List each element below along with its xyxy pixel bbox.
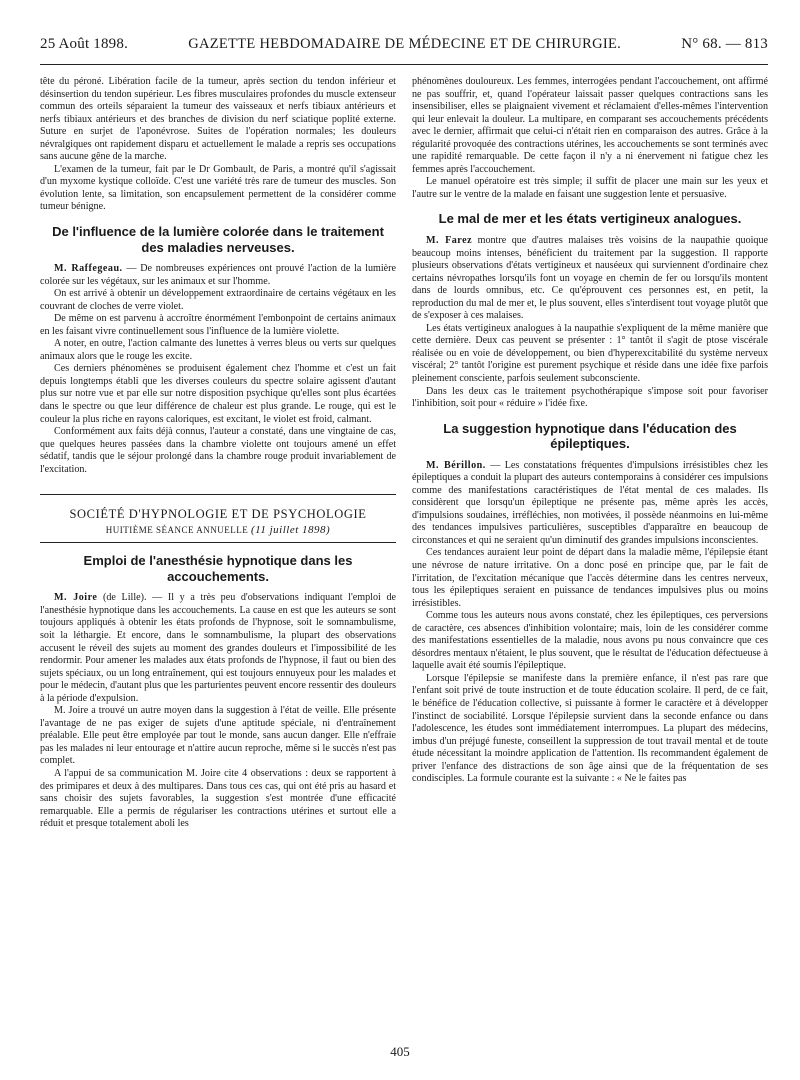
section-heading-suggestion: La suggestion hypnotique dans l'éducation des épileptiques.	[443, 420, 737, 452]
paragraph: Lorsque l'épilepsie se manifeste dans la première enfance, il n'est pas rare que l'enfant soit privé de toute instruction et de toute éducation scolaire. Il perd, de ce fait, le bénéfice de l'éducation collective, si puissante à former le caractère et à développer l'instinct de sociabilité. Lorsque l'épilepsie survient dans la seconde enfance ou dans l'adolescence, les études sont immédiatement interrompues. La plupart des médecins, imbus d'un préjugé funeste, conseillent la suppression de tout travail mental et de toute étude nécessitant la moindre application de l'attention. Ils recommandent également de priver l'enfance des distractions de son âge ainsi que de la fréquentation de ses condisciples. La formule courante est la suivante : « Ne le faites pas	[412, 672, 768, 785]
paragraph: Le manuel opératoire est très simple; il suffit de placer une main sur les yeux et l'autre sur le ventre de la malade en faisant une suggestion lente et persuasive.	[412, 176, 768, 200]
paragraph: M. Farez montre que d'autres malaises très voisins de la naupathie quoique beaucoup moins intenses, bénéficient du traitement par la suggestion. Il rapporte plusieurs observations d'états vertigineux et nauséeux qui surviennent d'ordinaire chez certains névropathes lorsqu'ils font un voyage en chemin de fer ou lorsqu'ils montent dans de lourds omnibus, etc. Ce qu'éprouvent ces personnes est, en petit, la reproduction du mal de mer et, le plus souvent, elles s'interdisent tout voyage plutôt que de s'exposer à ces malaises.	[412, 234, 768, 322]
left-column	[40, 76, 396, 1008]
paragraph: phénomènes douloureux. Les femmes, interrogées pendant l'accouchement, ont affirmé ne pas souffrir, et, quand l'opérateur laissait passer quelques contractions sans les insensibiliser, elles se plaignaient vivement et réclamaient d'elles-mêmes l'intervention qui leur enlevait la douleur. La multipare, en comparant ses accouchements précédents avec le dernier, affirmait que celui-ci n'était rien en comparaison des autres. Grâce à la régularité provoquée des contractions utérines, les accouchements se sont terminés avec une rapidité remarquable. De cette façon il n'y a ni énervement ni fatigue chez les femmes après l'accouchement.	[412, 76, 768, 175]
society-title: SOCIÉTÉ D'HYPNOLOGIE ET DE PSYCHOLOGIE	[40, 494, 396, 522]
header-journal-title: GAZETTE HEBDOMADAIRE DE MÉDECINE ET DE CHIRURGIE.	[188, 36, 622, 52]
paragraph: M. Joire a trouvé un autre moyen dans la suggestion à l'état de veille. Elle présente l'avantage de ne pas exiger de sujets d'une aptitude spéciale, ni d'entraînement préalable. Elle peut être employée par tout le monde, sans aucun danger. Elle n'effraie pas les malades ni leur entourage et n'attire aucun reproche, même si le succès n'est pas complet.	[40, 705, 396, 767]
speaker-name: M. Bérillon.	[426, 459, 486, 471]
header-page-number: N° 68. — 813	[681, 36, 768, 52]
paragraph: Ces derniers phénomènes se produisent également chez l'homme et c'est un fait depuis longtemps établi que les diverses couleurs du spectre solaire agissent d'autant plus sur notre vue et par elle sur notre disposition psychique qu'elles sont plus écartées dans le spectre ou que leur différence de chaleur est plus grande. Le rouge, qui est le couleur la plus riche en rayons caloriques, est excitant, le violet est froid, calmant.	[40, 363, 396, 425]
paragraph: De même on est parvenu à accroître énormément l'embonpoint de certains animaux en les faisant vivre continuellement sous l'influence de la lumière violette.	[40, 313, 396, 337]
paragraph: Les états vertigineux analogues à la naupathie s'expliquent de la même manière que cette dernière. Deux cas peuvent se présenter : 1° tantôt il s'agit de ptose viscérale réalisée ou en voie de développement, ou bien d'hyperexcitabilité du système nerveux viscéral; 2° tantôt l'origine est purement psychique et réside dans une idée fixe parfois pleinement consciente, parfois seulement subconsciente.	[412, 322, 768, 384]
right-column	[412, 76, 768, 1008]
speaker-name: M. Raffegeau.	[54, 263, 123, 275]
section-heading-lumiere: De l'influence de la lumière colorée dans le traitement des maladies nerveuses.	[52, 224, 384, 255]
paragraph: M. Raffegeau. — De nombreuses expériences ont prouvé l'action de la lumière colorée sur les végétaux, sur les animaux et sur l'homme.	[40, 263, 396, 287]
paragraph: M. Joire (de Lille). — Il y a très peu d'observations indiquant l'emploi de l'anesthésie hypnotique dans les accouchements. La cause en est que les auteurs se sont toujours appliqués à obtenir les états profonds de l'hypnose, soit le somnambulisme, soit la léthargie. Et encore, dans le somnambulisme, la plupart des observations accusent le réveil des sujets au moment des grandes douleurs et l'impossibilité de les rendormir. Pour amener les malades aux états profonds de l'hypnose, il faut ou bien des sujets spéciaux, ou un long entraînement, qui est toujours ennuyeux pour les malades et pour le médecin, d'autant plus que les parturientes peuvent encore ressentir des douleurs à la période d'expulsion.	[40, 592, 396, 704]
paragraph: On est arrivé à obtenir un développement extraordinaire de certains végétaux en les couvrant de cloches de verre violet.	[40, 288, 396, 312]
paragraph: L'examen de la tumeur, fait par le Dr Gombault, de Paris, a montré qu'il s'agissait d'un myxome kystique colloïde. C'est une variété très rare de tumeur des muscles. Son évolution lente, sa limitation, son encapsulement permettent de la considérer comme tumeur bénigne.	[40, 163, 396, 213]
text-columns	[40, 76, 768, 1008]
session-label: HUITIÈME SÉANCE ANNUELLE	[105, 525, 249, 536]
paragraph: Comme tous les auteurs nous avons constaté, chez les épileptiques, ces perversions de caractère, ces absences d'inhibition volontaire; mais, loin de les considérer comme des manifestations essentielles de la maladie, nous avons pu nous convaincre que ces désordres mentaux n'étaient, le plus souvent, que le résultat de l'éducation défectueuse à laquelle avait été soumis l'épileptique.	[412, 610, 768, 672]
paragraph: A noter, en outre, l'action calmante des lunettes à verres bleus ou verts sur quelques animaux alors que le rouge les excite.	[40, 338, 396, 362]
paragraph: tête du péroné. Libération facile de la tumeur, après section du tendon inférieur et désinsertion du tendon supérieur. Les fibres musculaires profondes du muscle extenseur commun des orteils séparaient la tumeur des vaisseaux et nerfs tibiaux antérieurs et nerfs tibiaux antérieurs et des branches de division du nerf sciatique poplité externe. Suture en surjet de l'aponévrose. Suites de l'opération normales; les douleurs névralgiques ont rapidement disparu et actuellement le malade a repris ses occupations sans aucune gêne de la marche.	[40, 76, 396, 163]
paragraph: M. Bérillon. — Les constatations fréquentes d'impulsions irrésistibles chez les épileptiques a conduit la plupart des auteurs contemporains à considérer ces impulsions comme des manifestations caractéristiques de l'état mental de ces malades. Ils considèrent que lorsqu'un épileptique ne présente pas, même après les accès, d'impulsions soudaines, irréfléchies, non motivées, il possède néanmoins en lui-même des tendances impulsives particulières, susceptibles d'apparaître en beaucoup de circonstances et qui ne seraient qu'un diminutif des grandes impulsions inconscientes.	[412, 459, 768, 546]
running-header	[40, 36, 768, 65]
speaker-name: M. Joire	[54, 592, 98, 604]
paragraph: A l'appui de sa communication M. Joire cite 4 observations : deux se rapportent à des primipares et deux à des multipares. Dans tous ces cas, qui ont été pris au hasard et sans choisir des sujets favorables, la suggestion s'est montrée d'une efficacité remarquable. Elle a permis de régulariser les contractions utérines et surtout elle a réduit et presque totalement aboli les	[40, 767, 396, 830]
section-heading-anesthesie: Emploi de l'anesthésie hypnotique dans les accouchements.	[83, 553, 353, 584]
session-date: (11 juillet 1898)	[251, 524, 331, 537]
folio-number: 405	[390, 1044, 410, 1059]
session-line	[40, 524, 396, 543]
speaker-name: M. Farez	[426, 234, 473, 246]
paragraph: Dans les deux cas le traitement psychothérapique s'impose soit pour favoriser l'inhibition, soit pour « réduire » l'idée fixe.	[412, 385, 768, 410]
section-heading-mal-de-mer: Le mal de mer et les états vertigineux analogues.	[438, 211, 742, 227]
header-date: 25 Août 1898.	[40, 36, 129, 52]
paragraph: Conformément aux faits déjà connus, l'auteur a constaté, dans une vingtaine de cas, que quelques heures passées dans la chambre violette ont toujours amené un effet sédatif, tandis que le séjour prolongé dans la chambre rouge produit invariablement de l'excitation.	[40, 426, 396, 475]
paragraph: Ces tendances auraient leur point de départ dans la maladie même, l'épilepsie étant une névrose de nature irritative. On a donc posé en principe que, par le fait de l'irritation, de l'excitation mécanique que l'accès détermine dans les centres nerveux, tous les épileptiques seraient en puissance de tendances impulsives plus ou moins irrésistibles.	[412, 547, 768, 609]
